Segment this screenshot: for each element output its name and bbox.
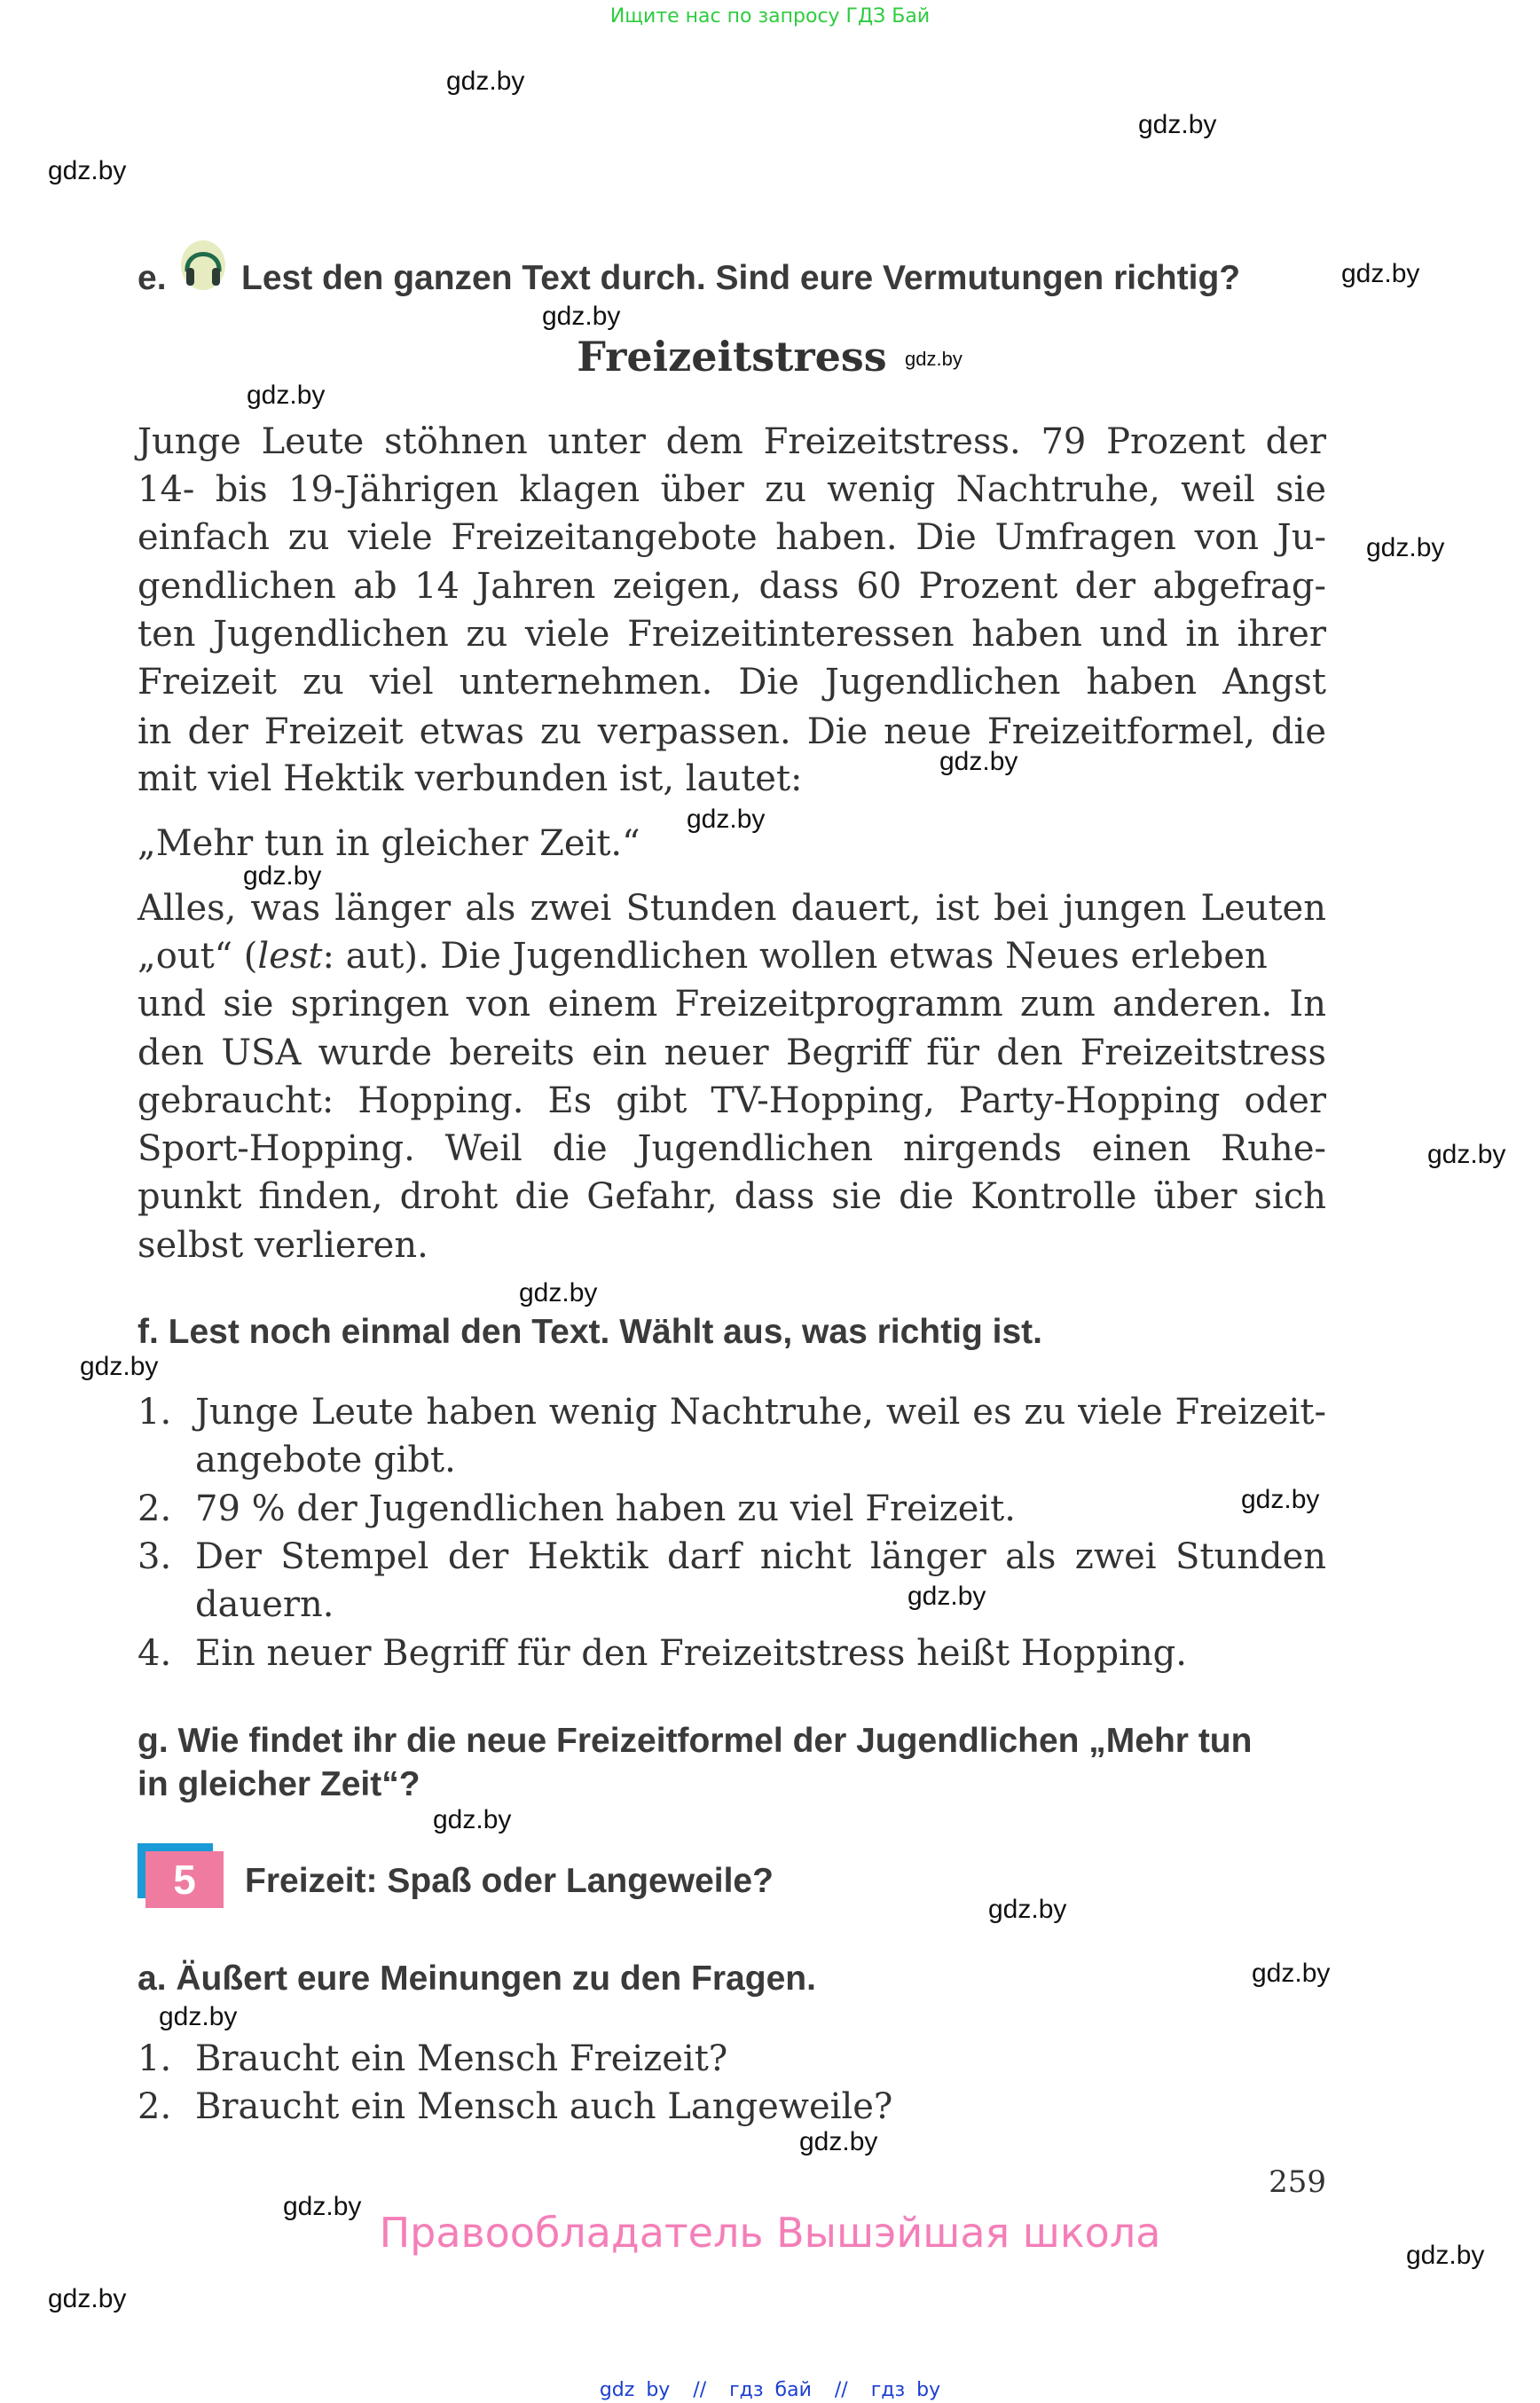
- watermark: gdz.by: [1341, 259, 1420, 288]
- watermark: gdz.by: [1427, 1140, 1506, 1169]
- list-item: 79 % der Jugendlichen haben zu viel Freizeit.: [195, 1488, 1016, 1529]
- list-item: dauern.: [195, 1584, 334, 1625]
- list-number: 1.: [138, 1392, 172, 1433]
- watermark: gdz.by: [48, 2284, 127, 2313]
- watermark: gdz.by: [446, 67, 525, 96]
- list-number: 2.: [138, 1488, 172, 1529]
- watermark: gdz.by: [988, 1895, 1067, 1924]
- text-line: Alles, was länger als zwei Stunden dauert, ist bei jungen Leuten: [138, 888, 1326, 929]
- text-line: [138, 932, 1326, 980]
- footer-links[interactable]: gdz by // гдз бай // гдз by: [599, 2379, 941, 2401]
- watermark: gdz.by: [542, 302, 621, 331]
- search-hint-link[interactable]: Ищите нас по запросу ГДЗ Бай: [609, 5, 931, 27]
- text-line: Junge Leute stöhnen unter dem Freizeitstress. 79 Prozent der: [138, 421, 1326, 462]
- text-line: Freizeit zu viel unternehmen. Die Jugendlichen haben Angst: [138, 662, 1326, 703]
- watermark: gdz.by: [48, 156, 127, 185]
- list-item: Der Stempel der Hektik darf nicht länger als zwei Stunden: [195, 1536, 1326, 1577]
- text-line: und sie springen von einem Freizeitprogramm zum anderen. In: [138, 984, 1326, 1025]
- list-number: 4.: [138, 1633, 172, 1674]
- list-item: Braucht ein Mensch auch Langeweile?: [195, 2086, 893, 2127]
- list-item: Junge Leute haben wenig Nachtruhe, weil es zu viele Freizeit-: [195, 1392, 1326, 1433]
- section-title: Freizeit: Spaß oder Langeweile?: [245, 1862, 774, 1900]
- list-item: Ein neuer Begriff für den Freizeitstress heißt Hopping.: [195, 1633, 1187, 1674]
- copyright-notice: Правообладатель Вышэйшая школа: [379, 2209, 1161, 2257]
- pronunciation-label: lest: [257, 936, 323, 977]
- watermark: gdz.by: [939, 747, 1018, 776]
- text-title: Freizeitstress: [577, 333, 887, 381]
- text-fragment: „out“ (: [138, 936, 258, 977]
- page-number: 259: [1269, 2164, 1326, 2200]
- task-e-label: e.: [138, 259, 167, 297]
- text-line: gendlichen ab 14 Jahren zeigen, dass 60 Prozent der abgefrag-: [138, 566, 1326, 607]
- watermark: gdz.by: [433, 1805, 512, 1834]
- text-line: ten Jugendlichen zu viele Freizeitinteressen haben und in ihrer: [138, 614, 1326, 655]
- watermark: gdz.by: [247, 381, 326, 410]
- watermark: gdz.by: [905, 348, 962, 370]
- headphones-icon[interactable]: [180, 240, 226, 291]
- list-item: Braucht ein Mensch Freizeit?: [195, 2038, 728, 2079]
- watermark: gdz.by: [159, 2002, 238, 2031]
- watermark: gdz.by: [243, 861, 322, 891]
- task-e-instruction: Lest den ganzen Text durch. Sind eure Vermutungen richtig?: [241, 259, 1241, 297]
- text-line: gebraucht: Hopping. Es gibt TV-Hopping, Party-Hopping oder: [138, 1080, 1326, 1121]
- watermark: gdz.by: [908, 1582, 986, 1611]
- text-line: selbst verlieren.: [138, 1225, 428, 1266]
- task-a-instruction: a. Äußert eure Meinungen zu den Fragen.: [138, 1959, 816, 1998]
- text-line: Sport-Hopping. Weil die Jugendlichen nirgends einen Ruhe-: [138, 1128, 1326, 1169]
- list-item: angebote gibt.: [195, 1440, 456, 1480]
- watermark: gdz.by: [1138, 110, 1217, 139]
- watermark: gdz.by: [687, 805, 766, 834]
- section-number-badge: 5: [145, 1851, 224, 1908]
- text-line: den USA wurde bereits ein neuer Begriff für den Freizeitstress: [138, 1033, 1326, 1073]
- watermark: gdz.by: [1241, 1485, 1320, 1514]
- quote-line: „Mehr tun in gleicher Zeit.“: [138, 823, 640, 864]
- watermark: gdz.by: [799, 2127, 878, 2156]
- text-fragment: : aut). Die Jugendlichen wollen etwas Neues erleben: [322, 936, 1268, 977]
- list-number: 3.: [138, 1536, 172, 1577]
- list-number: 1.: [138, 2038, 172, 2079]
- watermark: gdz.by: [283, 2192, 362, 2221]
- task-f-instruction: f. Lest noch einmal den Text. Wählt aus, was richtig ist.: [138, 1313, 1042, 1351]
- text-line: 14- bis 19-Jährigen klagen über zu wenig Nachtruhe, weil sie: [138, 469, 1326, 510]
- watermark: gdz.by: [1252, 1959, 1331, 1988]
- task-g-instruction: in gleicher Zeit“?: [138, 1765, 420, 1803]
- watermark: gdz.by: [519, 1278, 598, 1308]
- text-line: einfach zu viele Freizeitangebote haben. Die Umfragen von Ju-: [138, 517, 1326, 558]
- list-number: 2.: [138, 2086, 172, 2127]
- text-line: in der Freizeit etwas zu verpassen. Die neue Freizeitformel, die: [138, 711, 1326, 752]
- text-line: mit viel Hektik verbunden ist, lautet:: [138, 758, 803, 799]
- watermark: gdz.by: [1406, 2241, 1485, 2270]
- watermark: gdz.by: [1366, 533, 1445, 562]
- task-g-instruction: g. Wie findet ihr die neue Freizeitformel der Jugendlichen „Mehr tun: [138, 1722, 1253, 1760]
- text-line: punkt finden, droht die Gefahr, dass sie die Kontrolle über sich: [138, 1176, 1326, 1217]
- watermark: gdz.by: [80, 1352, 159, 1381]
